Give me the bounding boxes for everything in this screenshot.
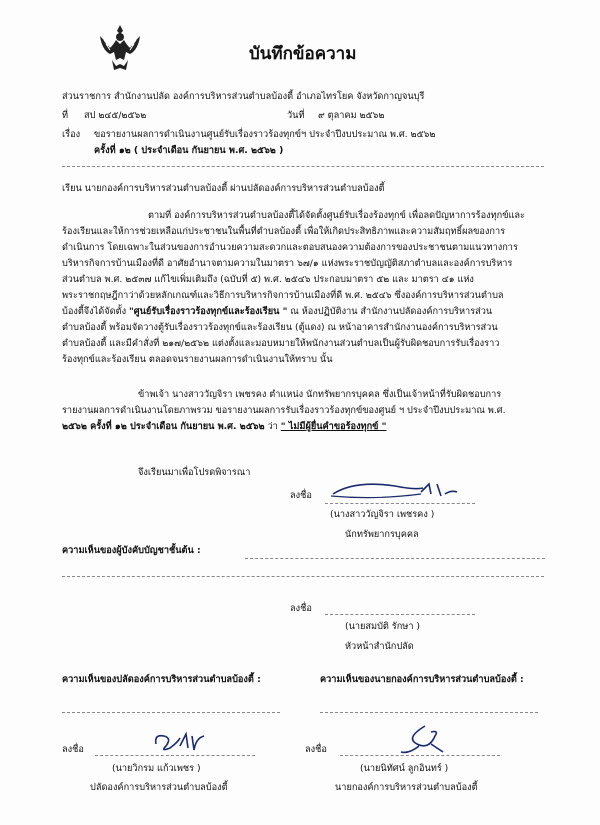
- mayor-opinion-label: ความเห็นของนายกองค์การบริหารส่วนตำบลบ้องตี้ :: [320, 674, 524, 685]
- p1-line7-head: บ้องตี้จึงได้จัดตั้ง: [62, 306, 127, 317]
- opinion-line: [245, 558, 545, 559]
- garuda-emblem: [96, 22, 144, 74]
- ref-value: สป ๒๔๕/๒๕๖๒: [84, 110, 147, 121]
- p1-line: ตำบลบ้องตี้ และมีคำสั่งที่ ๒๑๗/๒๕๖๒ แต่งตั้งและมอบหมายให้พนักงานส่วนตำบลเป็นผู้รับผิดชอบการรับเรื่องราว: [62, 338, 500, 349]
- officer-name: (นางสาววัญจิรา เพชรคง ): [330, 509, 435, 520]
- officer-sign-line: [325, 503, 475, 504]
- p2-line: ข้าพเจ้า นางสาววัญจิรา เพชรคง ตำแหน่ง นักทรัพยากรบุคคล ซึ่งเป็นเจ้าหน้าที่รับผิดชอบการ: [138, 389, 502, 400]
- clerk-opinion-line: [62, 712, 280, 713]
- subject-line1: ขอรายงานผลการดำเนินงานศูนย์รับเรื่องราวร้องทุกข์ฯ ประจำปีงบประมาณ พ.ศ. ๒๕๖๒: [94, 129, 436, 140]
- ref-label: ที่: [62, 110, 69, 121]
- chief-sign-label: ลงชื่อ: [290, 603, 312, 614]
- p1-line7-tail: ณ ห้องปฏิบัติงาน สำนักงานปลัดองค์การบริหารส่วน: [290, 306, 493, 317]
- clerk-sign-line: [95, 755, 255, 756]
- clerk-title: ปลัดองค์การบริหารส่วนตำบลบ้องตี้: [90, 782, 228, 793]
- header-divider: [62, 166, 544, 167]
- p2-line-3: [62, 419, 544, 435]
- dept-value: สำนักงานปลัด องค์การบริหารส่วนตำบลบ้องตี้ อำเภอไทรโยค จังหวัดกาญจนบุรี: [114, 91, 425, 102]
- officer-title: นักทรัพยากรบุคคล: [345, 529, 419, 540]
- p1-line: ตามที่ องค์การบริหารส่วนตำบลบ้องตี้ได้จัดตั้งศูนย์รับเรื่องร้องทุกข์ เพื่อลดปัญหาการร้องทุกข์และ: [148, 210, 525, 221]
- dept-label: ส่วนราชการ: [62, 91, 112, 102]
- p1-line: ส่วนตำบล พ.ศ. ๒๕๓๗ แก้ไขเพิ่มเติมถึง (ฉบับที่ ๕) พ.ศ. ๒๕๔๖ ประกอบมาตรา ๕๒ และ มาตรา ๔๑ แห่ง: [62, 274, 474, 285]
- mayor-sign-line: [340, 755, 500, 756]
- paragraph-1: [62, 208, 544, 368]
- clerk-name: (นายวิกรม แก้วเพชร ): [112, 763, 201, 774]
- p1-line: พระราชกฤษฎีกาว่าด้วยหลักเกณฑ์และวิธีการบริหารกิจการบ้านเมืองที่ดี พ.ศ. ๒๕๔๖ ซึ่งองค์การบริหารส่วนตำบล: [62, 290, 504, 301]
- officer-sign-label: ลงชื่อ: [290, 490, 312, 501]
- memo-title: บันทึกข้อความ: [249, 44, 357, 64]
- chief-name: (นายสมบัติ รักษา ): [345, 621, 421, 632]
- p1-line-7: [62, 304, 544, 320]
- opinion-line: [62, 576, 544, 577]
- mayor-opinion-line: [320, 712, 538, 713]
- clerk-signature-mark: [150, 728, 210, 756]
- subject-line2: ครั้งที่ ๑๒ ( ประจำเดือน กันยายน พ.ศ. ๒๕๖๒ ): [94, 145, 284, 156]
- salutation: เรียน นายกองค์การบริหารส่วนตำบลบ้องตี้ ผ่านปลัดองค์การบริหารส่วนตำบลบ้องตี้: [62, 183, 385, 194]
- paragraph-2: [62, 387, 544, 435]
- clerk-opinion-label: ความเห็นของปลัดองค์การบริหารส่วนตำบลบ้องตี้ :: [62, 674, 261, 685]
- mayor-name: (นายนิทัศน์ ลูกอินทร์ ): [360, 763, 449, 774]
- p1-line: ร้องทุกข์และร้องเรียน ตลอดจนรายงานผลการดำเนินงานให้ทราบ นั้น: [62, 354, 333, 365]
- officer-signature-mark: [325, 476, 465, 504]
- supervisor-opinion-label: ความเห็นของผู้บังคับบัญชาชั้นต้น :: [62, 545, 201, 556]
- subject-label: เรื่อง: [62, 129, 81, 140]
- chief-sign-line: [325, 614, 475, 615]
- date-value: ๙ ตุลาคม ๒๕๖๒: [318, 110, 385, 121]
- closing-line: จึงเรียนมาเพื่อโปรดพิจารณา: [138, 467, 251, 478]
- mayor-sign-label: ลงชื่อ: [305, 744, 327, 755]
- mayor-title: นายกองค์การบริหารส่วนตำบลบ้องตี้: [335, 782, 478, 793]
- p1-line: ตำบลบ้องตี้ พร้อมจัดวางตู้รับเรื่องราวร้องทุกข์และร้องเรียน (ตู้แดง) ณ หน้าอาคารสำนักงานองค์การบริหารส่วน: [62, 322, 498, 333]
- p1-line: ดำเนินการ โดยเฉพาะในส่วนของการอำนวยความสะดวกและตอบสนองความต้องการของประชาชนตามแนวทางการ: [62, 242, 518, 253]
- center-name-bold: "ศูนย์รับเรื่องราวร้องทุกข์และร้องเรียน ": [128, 306, 288, 317]
- p2-line3-mid: ว่า: [267, 421, 278, 432]
- mayor-signature-mark: [395, 722, 455, 758]
- p2-line3-prefix: ๒๕๖๒ ครั้งที่ ๑๒ ประจำเดือน กันยายน พ.ศ. ๒๕๖๒: [62, 421, 265, 432]
- result-text: " ไม่มีผู้ยื่นคำขอร้องทุกข์ ": [280, 421, 387, 432]
- chief-title: หัวหน้าสำนักปลัด: [345, 641, 414, 652]
- clerk-sign-label: ลงชื่อ: [62, 744, 84, 755]
- date-label: วันที่: [287, 110, 305, 121]
- p1-line: บริหารกิจการบ้านเมืองที่ดี อาศัยอำนาจตามความในมาตรา ๖๗/๑ แห่งพระราชบัญญัติสภาตำบลและองค์การบริหาร: [62, 258, 513, 269]
- p1-line: ร้องเรียนและให้การช่วยเหลือแก่ประชาชนในพื้นที่ตำบลบ้องตี้ เพื่อให้เกิดประสิทธิภาพและความสัมฤทธิ์ผลของการ: [62, 226, 506, 237]
- p2-line: รายงานผลการดำเนินงานโดยภาพรวม ขอรายงานผลการรับเรื่องราวร้องทุกข์ของศูนย์ ฯ ประจำปีงบประมาณ พ.ศ.: [62, 405, 506, 416]
